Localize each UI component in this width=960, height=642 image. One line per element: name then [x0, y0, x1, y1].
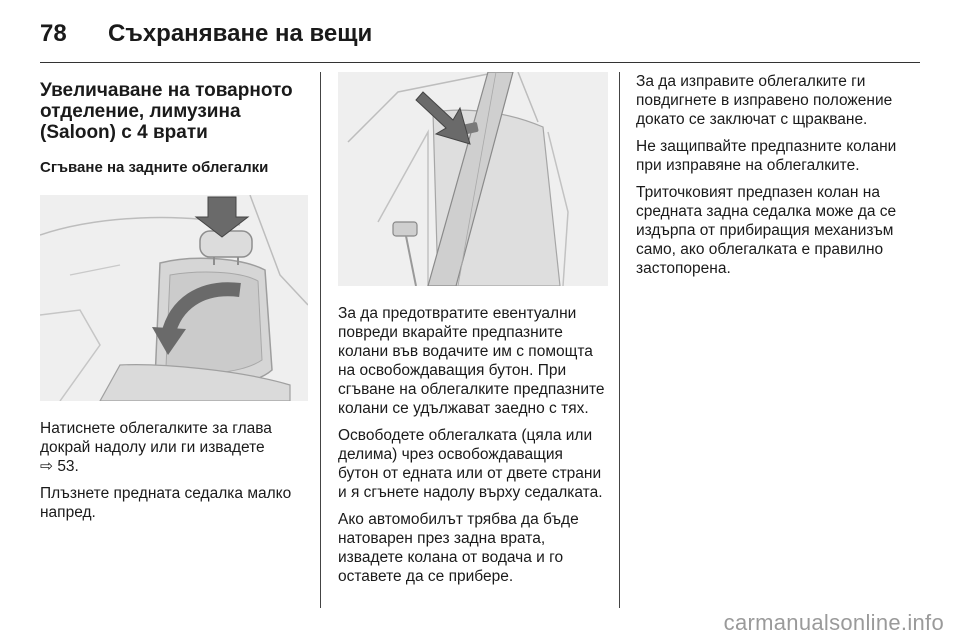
page-number: 78 [40, 20, 67, 47]
rear-door-loading-paragraph: Ако автомобилът трябва да бъде натоварен през задна врата, извадете колана от водача и го оставете да се прибере. [338, 511, 579, 585]
seat-belt-guide-illustration [338, 72, 608, 286]
seat-backrest-fold-illustration [40, 195, 308, 401]
raise-backrest-paragraph: За да изправите облегалките ги повдигнете в изправено положение докато се заключат с щракване. [636, 73, 893, 128]
page-header [40, 14, 372, 54]
column-divider-1 [320, 72, 321, 608]
instruction-paragraph-1: Натиснете облегалките за глава докрай надолу или ги извадете ⇨ 53. [40, 420, 272, 475]
section-title: Увеличаване на товарното отделение, лимузина (Saloon) с 4 врати [40, 80, 293, 143]
instruction-paragraph-2: Плъзнете предната седалка малко напред. [40, 485, 292, 521]
subsection-title: Сгъване на задните облегалки [40, 159, 269, 176]
middle-belt-paragraph: Триточковият предпазен колан на средната задна седалка може да се издърпа от прибиращия механизъм само, ако облегалката е правилно застопорена. [636, 184, 897, 277]
seat-belt-guide-icon [338, 72, 608, 286]
header-divider [40, 62, 920, 63]
column-1 [40, 72, 308, 530]
reference-page-number: 53. [57, 458, 79, 475]
belt-guide-paragraph: За да предотвратите евентуални повреди вкарайте предпазните колани във водачите им с помощта на освобождаващия бутон. При сгъване на облегалките предпазните колани се удължават заедно с тях. [338, 305, 605, 417]
column-3 [636, 72, 906, 286]
site-watermark: carmanualsonline.info [723, 610, 944, 635]
do-not-pinch-paragraph: Не защипвайте предпазните колани при изправяне на облегалките. [636, 138, 897, 174]
column-divider-2 [619, 72, 620, 608]
reference-arrow-icon: ⇨ [40, 458, 53, 475]
page-reference-link[interactable] [40, 458, 79, 475]
seat-fold-icon [40, 195, 308, 401]
column-2 [338, 72, 606, 594]
release-backrest-paragraph: Освободете облегалката (цяла или делима) чрез освобождаващия бутон от едната или от двете страни и я сгънете надолу върху седалката. [338, 427, 603, 501]
running-title: Съхраняване на вещи [108, 20, 373, 47]
